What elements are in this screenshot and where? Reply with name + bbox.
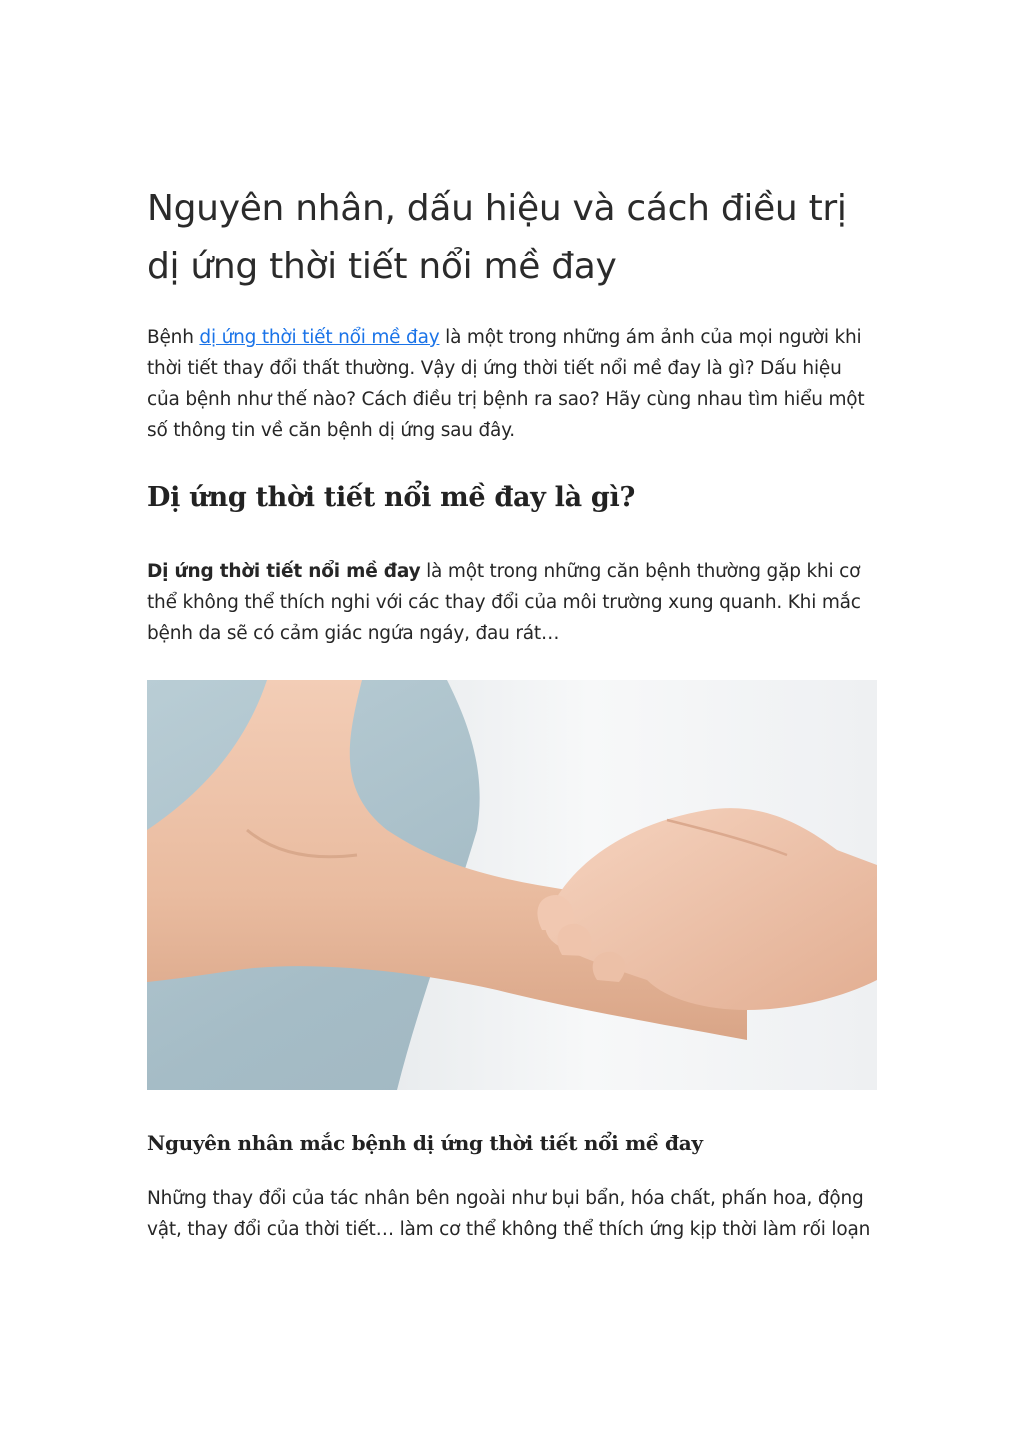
intro-prefix: Bệnh	[147, 327, 200, 348]
definition-rest: là một trong những căn bệnh thường gặp khi cơ thể không thể thích nghi với các thay đổi của môi trường xung quanh. Khi mắc bệnh da sẽ có cảm giác ngứa ngáy, đau rát…	[147, 561, 861, 644]
section-heading: Dị ứng thời tiết nổi mề đay là gì?	[147, 482, 635, 513]
intro-suffix: là một trong những ám ảnh của mọi người khi thời tiết thay đổi thất thường. Vậy dị ứng thời tiết nổi mề đay là gì? Dấu hiệu của bệnh như thế nào? Cách điều trị bệnh ra sao? Hãy cùng nhau tìm hiểu một số thông tin về căn bệnh dị ứng sau đây.	[147, 327, 865, 441]
definition-bold-term: Dị ứng thời tiết nổi mề đay	[147, 561, 421, 582]
photo-illustration	[147, 680, 877, 1090]
fingertip-3	[593, 952, 626, 982]
cause-subheading: Nguyên nhân mắc bệnh dị ứng thời tiết nổi mề đay	[147, 1131, 703, 1155]
cause-paragraph: Những thay đổi của tác nhân bên ngoài như bụi bẩn, hóa chất, phấn hoa, động vật, thay đổi của thời tiết… làm cơ thể không thể thích ứng kịp thời làm rối loạn	[147, 1188, 871, 1240]
intro-paragraph	[147, 322, 877, 446]
page-title: Nguyên nhân, dấu hiệu và cách điều trị dị ứng thời tiết nổi mề đay	[147, 188, 847, 287]
definition-paragraph	[147, 556, 877, 649]
allergy-link[interactable]: dị ứng thời tiết nổi mề đay	[199, 327, 440, 348]
scratching-arm-photo	[147, 680, 877, 1090]
